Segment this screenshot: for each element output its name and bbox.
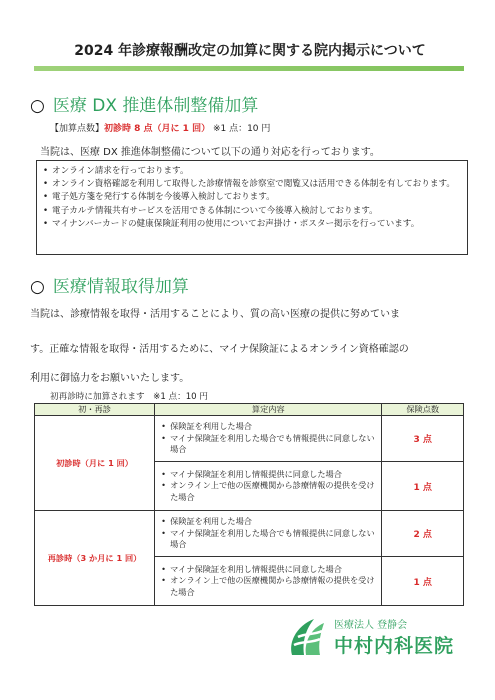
dx-bullet-box [36, 160, 468, 255]
section-title-info: 医療情報取得加算 [52, 277, 189, 297]
table-header-visit: 初・再診 [35, 404, 155, 416]
table-note: 初再診時に加算されます ※1 点：10 円 [50, 392, 208, 402]
list-item: • 保険証を利用した場合 [161, 421, 377, 433]
clinic-logo-icon [284, 615, 328, 659]
table-cell-points: 1 点 [382, 557, 464, 606]
points-label: 【加算点数】 [50, 124, 105, 134]
section-heading-dx [30, 91, 258, 116]
table-cell-content [155, 511, 382, 557]
section-heading-info [30, 272, 189, 297]
clinic-name: 中村内科医院 [334, 635, 455, 657]
table-header-points: 保険点数 [382, 404, 464, 416]
list-item: • マイナ保険証を利用し情報提供に同意した場合 [161, 564, 377, 576]
list-item: • マイナ保険証を利用した場合でも情報提供に同意しない場合 [161, 433, 377, 456]
table-header-content: 算定内容 [155, 404, 382, 416]
list-item: • オンライン上で他の医療機関から診療情報の提供を受けた場合 [161, 480, 377, 503]
table-cell-content [155, 462, 382, 511]
list-item: • マイナ保険証を利用し情報提供に同意した場合 [161, 469, 377, 481]
list-item: • 電子処方箋を発行する体制を今後導入検討しております。 [43, 191, 461, 204]
table-cell-points: 1 点 [382, 462, 464, 511]
visit-type-first: 初診時（月に 1 回） [35, 416, 155, 511]
list-item: • オンライン上で他の医療機関から診療情報の提供を受けた場合 [161, 575, 377, 598]
table-cell-content [155, 416, 382, 462]
list-item: • マイナ保険証を利用した場合でも情報提供に同意しない場合 [161, 528, 377, 551]
circle-marker-icon: ○ [30, 96, 45, 116]
table-cell-points: 3 点 [382, 416, 464, 462]
list-item: • 電子カルテ情報共有サービスを活用できる体制について今後導入検討しております。 [43, 205, 461, 218]
list-item: • オンライン請求を行っております。 [43, 165, 461, 178]
visit-type-revisit: 再診時（3 か月に 1 回） [35, 511, 155, 606]
points-line [50, 121, 270, 134]
section1-intro: 当院は、医療 DX 推進体制整備について以下の通り対応を行っております。 [40, 147, 380, 158]
clinic-logo [284, 613, 474, 665]
points-note: ※1 点：10 円 [212, 124, 271, 134]
points-value: 初診時 8 点（月に 1 回） [104, 124, 211, 134]
paragraph-line: す。正確な情報を取得・活用するために、マイナ保険証によるオンライン資格確認の [30, 344, 409, 355]
fee-table [34, 403, 464, 606]
paragraph-line: 利用に御協力をお願いいたします。 [30, 373, 190, 384]
paragraph-line: 当院は、診療情報を取得・活用することにより、質の高い医療の提供に努めていま [30, 309, 400, 320]
clinic-org: 医療法人 登静会 [334, 620, 408, 631]
section-title-dx: 医療 DX 推進体制整備加算 [52, 96, 259, 116]
table-row [35, 416, 464, 462]
page-title: 2024 年診療報酬改定の加算に関する院内掲示について [74, 43, 426, 59]
list-item: • オンライン資格確認を利用して取得した診療情報を診察室で閲覧又は活用できる体制を有しております。 [43, 178, 461, 191]
table-row [35, 511, 464, 557]
circle-marker-icon: ○ [30, 277, 45, 297]
table-cell-points: 2 点 [382, 511, 464, 557]
title-underline-bar [34, 66, 464, 71]
table-cell-content [155, 557, 382, 606]
list-item: • 保険証を利用した場合 [161, 516, 377, 528]
list-item: • マイナンバーカードの健康保険証利用の使用についてお声掛け・ポスター掲示を行っています。 [43, 218, 461, 231]
